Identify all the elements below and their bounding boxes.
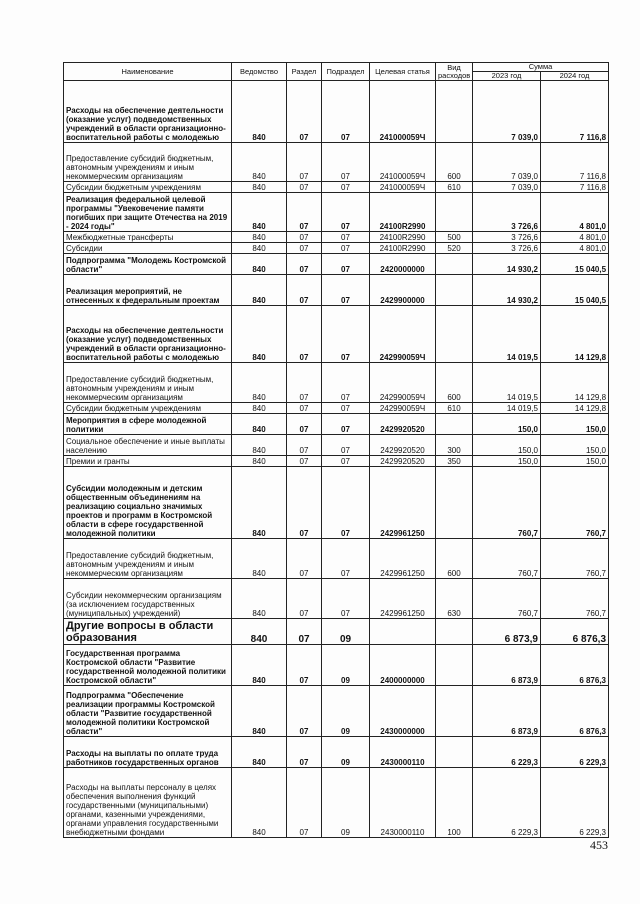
cell-sum-2024: 15 040,5 [541, 254, 609, 275]
cell-celevaya-statya: 2429961250 [370, 579, 436, 619]
cell-name: Межбюджетные трансферты [64, 232, 232, 243]
cell-podrazdel: 09 [322, 619, 370, 645]
cell-sum-2023: 14 019,5 [473, 403, 541, 414]
cell-razdel: 07 [287, 306, 322, 363]
table-row [64, 275, 609, 306]
header-celevaya-statya: Целевая статья [370, 63, 436, 81]
table-row [64, 81, 609, 143]
cell-celevaya-statya: 2430000000 [370, 686, 436, 737]
cell-sum-2023: 6 229,3 [473, 737, 541, 768]
cell-sum-2023: 150,0 [473, 456, 541, 467]
table-row [64, 414, 609, 435]
cell-podrazdel: 07 [322, 275, 370, 306]
cell-sum-2024: 760,7 [541, 539, 609, 579]
cell-razdel: 07 [287, 579, 322, 619]
cell-name: Государственная программа Костромской области "Развитие государственной молодежной политики Костромской области" [64, 645, 232, 686]
cell-sum-2023: 14 930,2 [473, 254, 541, 275]
cell-sum-2024: 7 116,8 [541, 143, 609, 182]
cell-name: Субсидии [64, 243, 232, 254]
cell-vid-rashodov: 610 [436, 403, 473, 414]
cell-razdel: 07 [287, 737, 322, 768]
cell-podrazdel: 07 [322, 306, 370, 363]
cell-podrazdel: 07 [322, 363, 370, 403]
cell-podrazdel: 07 [322, 143, 370, 182]
header-razdel: Раздел [287, 63, 322, 81]
cell-sum-2024: 15 040,5 [541, 275, 609, 306]
cell-vid-rashodov [436, 619, 473, 645]
cell-vid-rashodov: 350 [436, 456, 473, 467]
cell-vedomstvo: 840 [232, 275, 287, 306]
table-row [64, 182, 609, 193]
cell-sum-2024: 6 876,3 [541, 619, 609, 645]
cell-razdel: 07 [287, 143, 322, 182]
cell-sum-2023: 760,7 [473, 539, 541, 579]
cell-name: Другие вопросы в области образования [64, 619, 232, 645]
cell-name: Подпрограмма "Молодежь Костромской области" [64, 254, 232, 275]
table-header [64, 63, 609, 81]
cell-razdel: 07 [287, 81, 322, 143]
cell-vid-rashodov [436, 737, 473, 768]
table-row [64, 232, 609, 243]
cell-vid-rashodov [436, 275, 473, 306]
cell-podrazdel: 07 [322, 182, 370, 193]
cell-vid-rashodov [436, 254, 473, 275]
cell-vid-rashodov: 300 [436, 435, 473, 456]
cell-razdel: 07 [287, 539, 322, 579]
cell-name: Субсидии некоммерческим организациям (за исключением государственных (муниципальных) учреждений) [64, 579, 232, 619]
cell-vid-rashodov [436, 645, 473, 686]
cell-razdel: 07 [287, 403, 322, 414]
cell-celevaya-statya: 242990059Ч [370, 306, 436, 363]
cell-razdel: 07 [287, 243, 322, 254]
cell-name: Предоставление субсидий бюджетным, автономным учреждениям и иным некоммерческим организациям [64, 539, 232, 579]
table-row [64, 403, 609, 414]
cell-name: Премии и гранты [64, 456, 232, 467]
cell-vid-rashodov: 600 [436, 363, 473, 403]
cell-vedomstvo: 840 [232, 467, 287, 539]
cell-sum-2024: 4 801,0 [541, 232, 609, 243]
cell-name: Расходы на обеспечение деятельности (оказание услуг) подведомственных учреждений в области организационно-воспитательной работы с молодежью [64, 306, 232, 363]
cell-celevaya-statya: 24100R2990 [370, 243, 436, 254]
cell-vedomstvo: 840 [232, 363, 287, 403]
cell-razdel: 07 [287, 645, 322, 686]
cell-vid-rashodov: 520 [436, 243, 473, 254]
cell-vedomstvo: 840 [232, 182, 287, 193]
table-row [64, 306, 609, 363]
table-body [64, 81, 609, 838]
cell-podrazdel: 09 [322, 645, 370, 686]
cell-sum-2024: 150,0 [541, 414, 609, 435]
page-number: 453 [590, 838, 608, 852]
cell-razdel: 07 [287, 182, 322, 193]
cell-vedomstvo: 840 [232, 81, 287, 143]
cell-podrazdel: 07 [322, 193, 370, 232]
cell-sum-2023: 760,7 [473, 579, 541, 619]
cell-name: Предоставление субсидий бюджетным, автономным учреждениям и иным некоммерческим организациям [64, 363, 232, 403]
cell-sum-2023: 6 873,9 [473, 645, 541, 686]
cell-sum-2023: 7 039,0 [473, 81, 541, 143]
cell-name: Субсидии бюджетным учреждениям [64, 403, 232, 414]
cell-vid-rashodov: 600 [436, 539, 473, 579]
cell-razdel: 07 [287, 467, 322, 539]
table-row [64, 645, 609, 686]
cell-vid-rashodov: 610 [436, 182, 473, 193]
header-podrazdel: Подраздел [322, 63, 370, 81]
cell-razdel: 07 [287, 254, 322, 275]
cell-sum-2024: 150,0 [541, 456, 609, 467]
cell-celevaya-statya: 242990059Ч [370, 363, 436, 403]
cell-sum-2023: 6 229,3 [473, 768, 541, 838]
cell-name: Подпрограмма "Обеспечение реализации программы Костромской области "Развитие государственной молодежной политики Костромской области" [64, 686, 232, 737]
cell-razdel: 07 [287, 619, 322, 645]
cell-sum-2023: 760,7 [473, 467, 541, 539]
cell-sum-2023: 3 726,6 [473, 243, 541, 254]
cell-vedomstvo: 840 [232, 306, 287, 363]
cell-sum-2024: 7 116,8 [541, 81, 609, 143]
cell-celevaya-statya: 241000059Ч [370, 81, 436, 143]
cell-sum-2024: 760,7 [541, 579, 609, 619]
cell-sum-2024: 6 876,3 [541, 686, 609, 737]
cell-name: Субсидии бюджетным учреждениям [64, 182, 232, 193]
cell-sum-2024: 6 229,3 [541, 737, 609, 768]
cell-podrazdel: 07 [322, 403, 370, 414]
header-year-2023: 2023 год [473, 72, 541, 81]
cell-celevaya-statya: 2429961250 [370, 539, 436, 579]
cell-sum-2024: 7 116,8 [541, 182, 609, 193]
header-summa: Сумма [473, 63, 609, 72]
table-row [64, 435, 609, 456]
table-row [64, 768, 609, 838]
cell-podrazdel: 07 [322, 456, 370, 467]
cell-vid-rashodov: 630 [436, 579, 473, 619]
cell-celevaya-statya [370, 619, 436, 645]
cell-sum-2023: 6 873,9 [473, 686, 541, 737]
cell-celevaya-statya: 2420000000 [370, 254, 436, 275]
cell-sum-2024: 6 876,3 [541, 645, 609, 686]
cell-sum-2023: 14 019,5 [473, 306, 541, 363]
cell-razdel: 07 [287, 232, 322, 243]
cell-name: Предоставление субсидий бюджетным, автономным учреждениям и иным некоммерческим организациям [64, 143, 232, 182]
cell-sum-2023: 14 930,2 [473, 275, 541, 306]
cell-podrazdel: 07 [322, 539, 370, 579]
cell-podrazdel: 07 [322, 579, 370, 619]
table-row [64, 254, 609, 275]
cell-podrazdel: 09 [322, 768, 370, 838]
cell-vid-rashodov [436, 306, 473, 363]
cell-vedomstvo: 840 [232, 686, 287, 737]
table-row [64, 363, 609, 403]
table-row [64, 143, 609, 182]
cell-razdel: 07 [287, 275, 322, 306]
cell-celevaya-statya: 241000059Ч [370, 182, 436, 193]
cell-vid-rashodov [436, 414, 473, 435]
table-row [64, 686, 609, 737]
cell-vedomstvo: 840 [232, 456, 287, 467]
table-row [64, 193, 609, 232]
cell-vedomstvo: 840 [232, 232, 287, 243]
cell-podrazdel: 07 [322, 243, 370, 254]
cell-sum-2023: 14 019,5 [473, 363, 541, 403]
cell-sum-2023: 3 726,6 [473, 193, 541, 232]
cell-vid-rashodov: 500 [436, 232, 473, 243]
cell-podrazdel: 09 [322, 737, 370, 768]
cell-celevaya-statya: 2429920520 [370, 456, 436, 467]
cell-sum-2024: 6 229,3 [541, 768, 609, 838]
cell-celevaya-statya: 242990059Ч [370, 403, 436, 414]
cell-vedomstvo: 840 [232, 243, 287, 254]
cell-celevaya-statya: 241000059Ч [370, 143, 436, 182]
cell-celevaya-statya: 24100R2990 [370, 193, 436, 232]
table-row [64, 243, 609, 254]
cell-razdel: 07 [287, 193, 322, 232]
cell-vid-rashodov [436, 686, 473, 737]
cell-vedomstvo: 840 [232, 579, 287, 619]
cell-sum-2024: 4 801,0 [541, 243, 609, 254]
header-name: Наименование [64, 63, 232, 81]
cell-podrazdel: 07 [322, 435, 370, 456]
cell-sum-2023: 7 039,0 [473, 182, 541, 193]
cell-vid-rashodov [436, 467, 473, 539]
cell-podrazdel: 07 [322, 414, 370, 435]
cell-podrazdel: 07 [322, 254, 370, 275]
cell-vedomstvo: 840 [232, 435, 287, 456]
cell-celevaya-statya: 2430000110 [370, 768, 436, 838]
table-row [64, 467, 609, 539]
cell-sum-2024: 760,7 [541, 467, 609, 539]
cell-razdel: 07 [287, 363, 322, 403]
cell-razdel: 07 [287, 435, 322, 456]
cell-celevaya-statya: 2429920520 [370, 414, 436, 435]
table-row [64, 539, 609, 579]
cell-vedomstvo: 840 [232, 768, 287, 838]
cell-vedomstvo: 840 [232, 737, 287, 768]
cell-vid-rashodov: 100 [436, 768, 473, 838]
cell-sum-2024: 4 801,0 [541, 193, 609, 232]
cell-vedomstvo: 840 [232, 254, 287, 275]
cell-name: Реализация федеральной целевой программы "Увековечение памяти погибших при защите Отечества на 2019 - 2024 годы" [64, 193, 232, 232]
cell-celevaya-statya: 24100R2990 [370, 232, 436, 243]
cell-sum-2024: 14 129,8 [541, 306, 609, 363]
header-year-2024: 2024 год [541, 72, 609, 81]
cell-podrazdel: 07 [322, 232, 370, 243]
cell-podrazdel: 09 [322, 686, 370, 737]
cell-vid-rashodov [436, 193, 473, 232]
table-row [64, 456, 609, 467]
cell-razdel: 07 [287, 456, 322, 467]
cell-celevaya-statya: 2400000000 [370, 645, 436, 686]
cell-name: Субсидии молодежным и детским общественным объединениям на реализацию социально значимых проектов и программ в Костромской области в сфере государственной молодежной политики [64, 467, 232, 539]
cell-vedomstvo: 840 [232, 414, 287, 435]
cell-podrazdel: 07 [322, 81, 370, 143]
header-vid-rashodov: Вид расходов [436, 63, 473, 81]
cell-celevaya-statya: 2429900000 [370, 275, 436, 306]
cell-razdel: 07 [287, 414, 322, 435]
table-row [64, 579, 609, 619]
cell-sum-2023: 7 039,0 [473, 143, 541, 182]
cell-sum-2023: 150,0 [473, 435, 541, 456]
cell-sum-2023: 3 726,6 [473, 232, 541, 243]
cell-razdel: 07 [287, 686, 322, 737]
header-vedomstvo: Ведомство [232, 63, 287, 81]
cell-vedomstvo: 840 [232, 403, 287, 414]
cell-name: Реализация мероприятий, не отнесенных к федеральным проектам [64, 275, 232, 306]
cell-vid-rashodov [436, 81, 473, 143]
cell-name: Расходы на выплаты по оплате труда работников государственных органов [64, 737, 232, 768]
cell-sum-2023: 150,0 [473, 414, 541, 435]
cell-name: Мероприятия в сфере молодежной политики [64, 414, 232, 435]
cell-podrazdel: 07 [322, 467, 370, 539]
table-row [64, 737, 609, 768]
cell-vid-rashodov: 600 [436, 143, 473, 182]
cell-vedomstvo: 840 [232, 645, 287, 686]
cell-sum-2024: 150,0 [541, 435, 609, 456]
cell-razdel: 07 [287, 768, 322, 838]
cell-celevaya-statya: 2429920520 [370, 435, 436, 456]
table-row [64, 619, 609, 645]
cell-celevaya-statya: 2429961250 [370, 467, 436, 539]
cell-sum-2023: 6 873,9 [473, 619, 541, 645]
cell-name: Социальное обеспечение и иные выплаты населению [64, 435, 232, 456]
cell-vedomstvo: 840 [232, 143, 287, 182]
cell-vedomstvo: 840 [232, 619, 287, 645]
budget-table [63, 62, 609, 838]
cell-name: Расходы на выплаты персоналу в целях обеспечения выполнения функций государственными (муниципальными) органами, казенными учреждениями, органами управления государственными внебюджетными фондами [64, 768, 232, 838]
cell-sum-2024: 14 129,8 [541, 403, 609, 414]
cell-celevaya-statya: 2430000110 [370, 737, 436, 768]
cell-sum-2024: 14 129,8 [541, 363, 609, 403]
cell-vedomstvo: 840 [232, 539, 287, 579]
cell-vedomstvo: 840 [232, 193, 287, 232]
cell-name: Расходы на обеспечение деятельности (оказание услуг) подведомственных учреждений в области организационно-воспитательной работы с молодежью [64, 81, 232, 143]
